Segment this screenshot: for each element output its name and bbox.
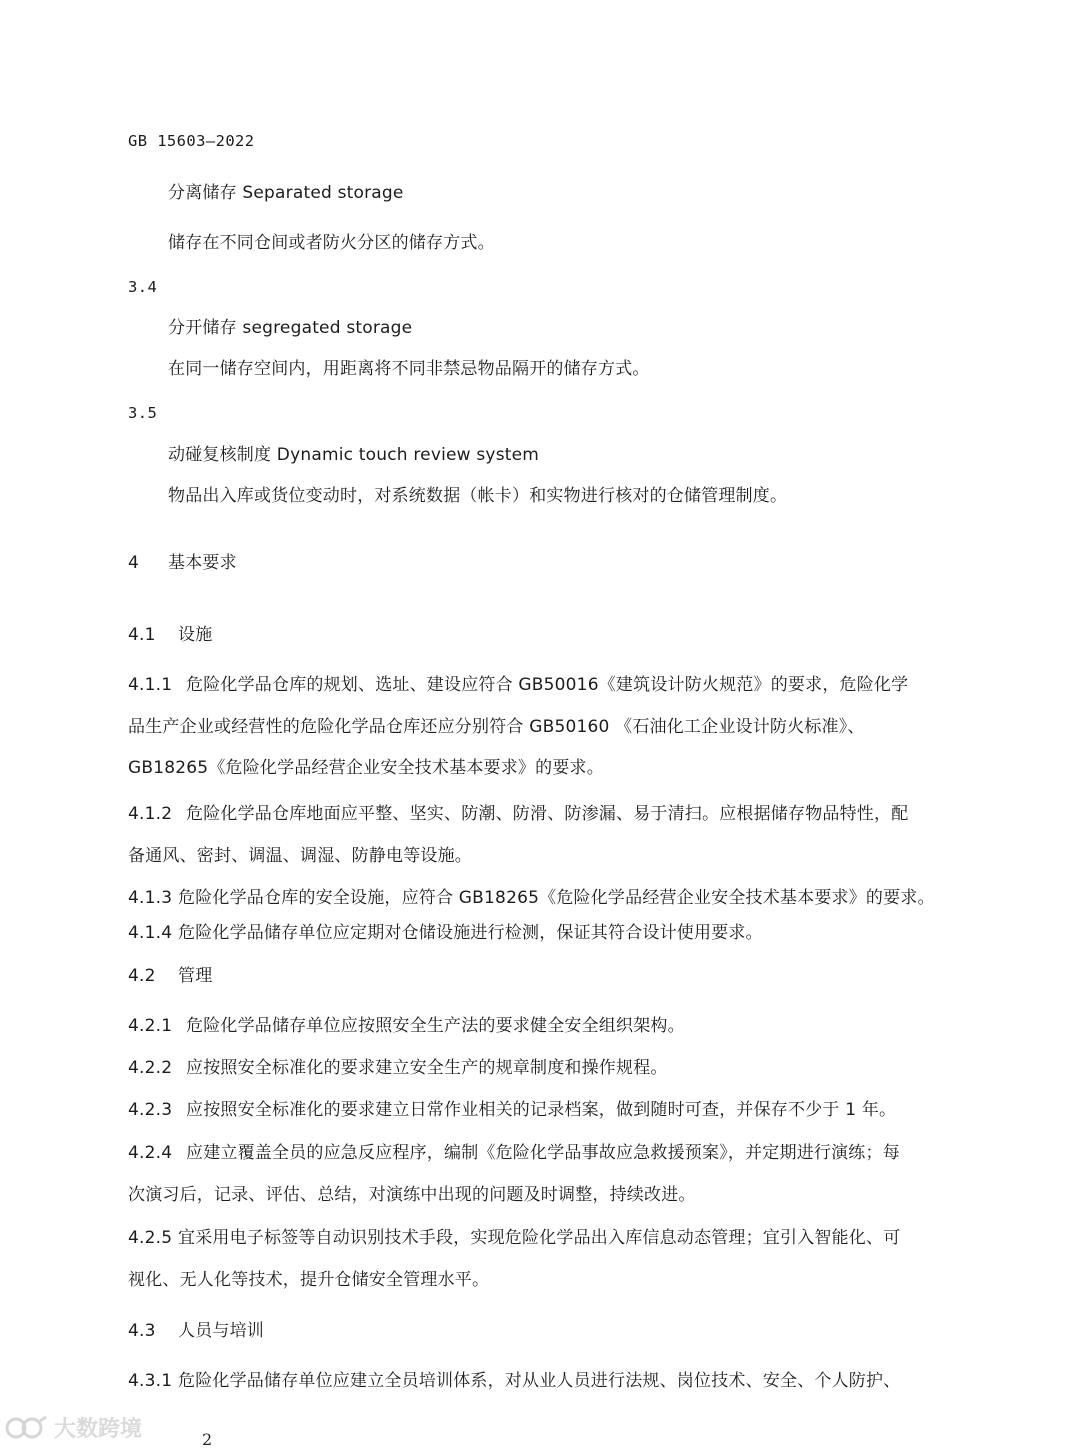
clause-text-line: 品生产企业或经营性的危险化学品仓库还应分别符合 GB50160 《石油化工企业设计防火标准》、 [128,717,865,737]
clause-4-1-1 [128,673,908,697]
clause-text-line: 危险化学品仓库的安全设施，应符合 GB18265《危险化学品经营企业安全技术基本要求》的要求。 [178,888,935,908]
definition-3-5: 物品出入库或货位变动时，对系统数据（帐卡）和实物进行核对的仓储管理制度。 [168,486,788,506]
clause-number-3-5: 3.5 [128,404,158,422]
standard-code: GB 15603—2022 [128,132,255,150]
term-3-4: 分开储存 segregated storage [168,318,413,338]
clause-number-3-4: 3.4 [128,278,158,296]
watermark-text: 大数跨境 [54,1417,143,1442]
section-title-4: 基本要求 [168,553,237,573]
clause-4-2-2 [128,1056,668,1080]
clause-text-line: 危险化学品储存单位应按照安全生产法的要求健全安全组织架构。 [186,1016,685,1036]
section-number-4-2: 4.2 [128,966,156,986]
section-number-4-1: 4.1 [128,625,156,645]
term-3-3: 分离储存 Separated storage [168,183,404,203]
definition-3-4: 在同一储存空间内，用距离将不同非禁忌物品隔开的储存方式。 [168,359,650,379]
clause-text-line: 应按照安全标准化的要求建立日常作业相关的记录档案，做到随时可查，并保存不少于 1 年。 [186,1100,897,1120]
clause-number: 4.2.2 [128,1058,173,1078]
clause-4-3-1 [128,1369,900,1393]
section-title-4-3: 人员与培训 [178,1321,264,1341]
clause-4-1-2 [128,802,908,826]
clause-number: 4.2.3 [128,1100,173,1120]
clause-4-2-3 [128,1098,896,1122]
watermark [4,1412,142,1443]
section-title-4-1: 设施 [178,625,213,645]
clause-4-2-4 [128,1141,900,1165]
section-number-4-3: 4.3 [128,1321,156,1341]
clause-number: 4.2.1 [128,1016,173,1036]
definition-3-3: 储存在不同仓间或者防火分区的储存方式。 [168,233,495,253]
clause-number: 4.1.3 [128,888,173,908]
clause-number: 4.1.4 [128,923,173,943]
clause-4-2-1 [128,1014,685,1038]
clause-text-line: 次演习后，记录、评估、总结，对演练中出现的问题及时调整，持续改进。 [128,1185,696,1205]
clause-number: 4.2.4 [128,1143,173,1163]
term-3-5: 动碰复核制度 Dynamic touch review system [168,445,540,465]
clause-text-line: GB18265《危险化学品经营企业安全技术基本要求》的要求。 [128,758,604,778]
clause-text-line: 应建立覆盖全员的应急反应程序，编制《危险化学品事故应急救援预案》，并定期进行演练；每 [186,1143,900,1163]
clause-4-2-5 [128,1226,900,1250]
page-number: 2 [202,1430,213,1449]
clause-4-1-4 [128,921,763,945]
clause-number: 4.1.2 [128,804,173,824]
clause-number: 4.2.5 [128,1228,173,1248]
clause-text-line: 应按照安全标准化的要求建立安全生产的规章制度和操作规程。 [186,1058,668,1078]
clause-text-line: 危险化学品储存单位应建立全员培训体系，对从业人员进行法规、岗位技术、安全、个人防护、 [178,1371,901,1391]
clause-text-line: 危险化学品储存单位应定期对仓储设施进行检测，保证其符合设计使用要求。 [178,923,763,943]
clause-number: 4.1.1 [128,675,173,695]
clause-text-line: 宜采用电子标签等自动识别技术手段，实现危险化学品出入库信息动态管理；宜引入智能化、可 [178,1228,901,1248]
section-title-4-2: 管理 [178,966,213,986]
clause-text-line: 危险化学品仓库地面应平整、坚实、防潮、防滑、防渗漏、易于清扫。应根据储存物品特性，配 [186,804,909,824]
watermark-logo-icon [4,1413,48,1443]
section-number-4: 4 [128,553,140,573]
clause-text-line: 危险化学品仓库的规划、选址、建设应符合 GB50016《建筑设计防火规范》的要求，危险化学 [186,675,909,695]
clause-number: 4.3.1 [128,1371,173,1391]
clause-text-line: 视化、无人化等技术，提升仓储安全管理水平。 [128,1270,490,1290]
clause-4-1-3 [128,886,935,910]
clause-text-line: 备通风、密封、调温、调湿、防静电等设施。 [128,846,472,866]
